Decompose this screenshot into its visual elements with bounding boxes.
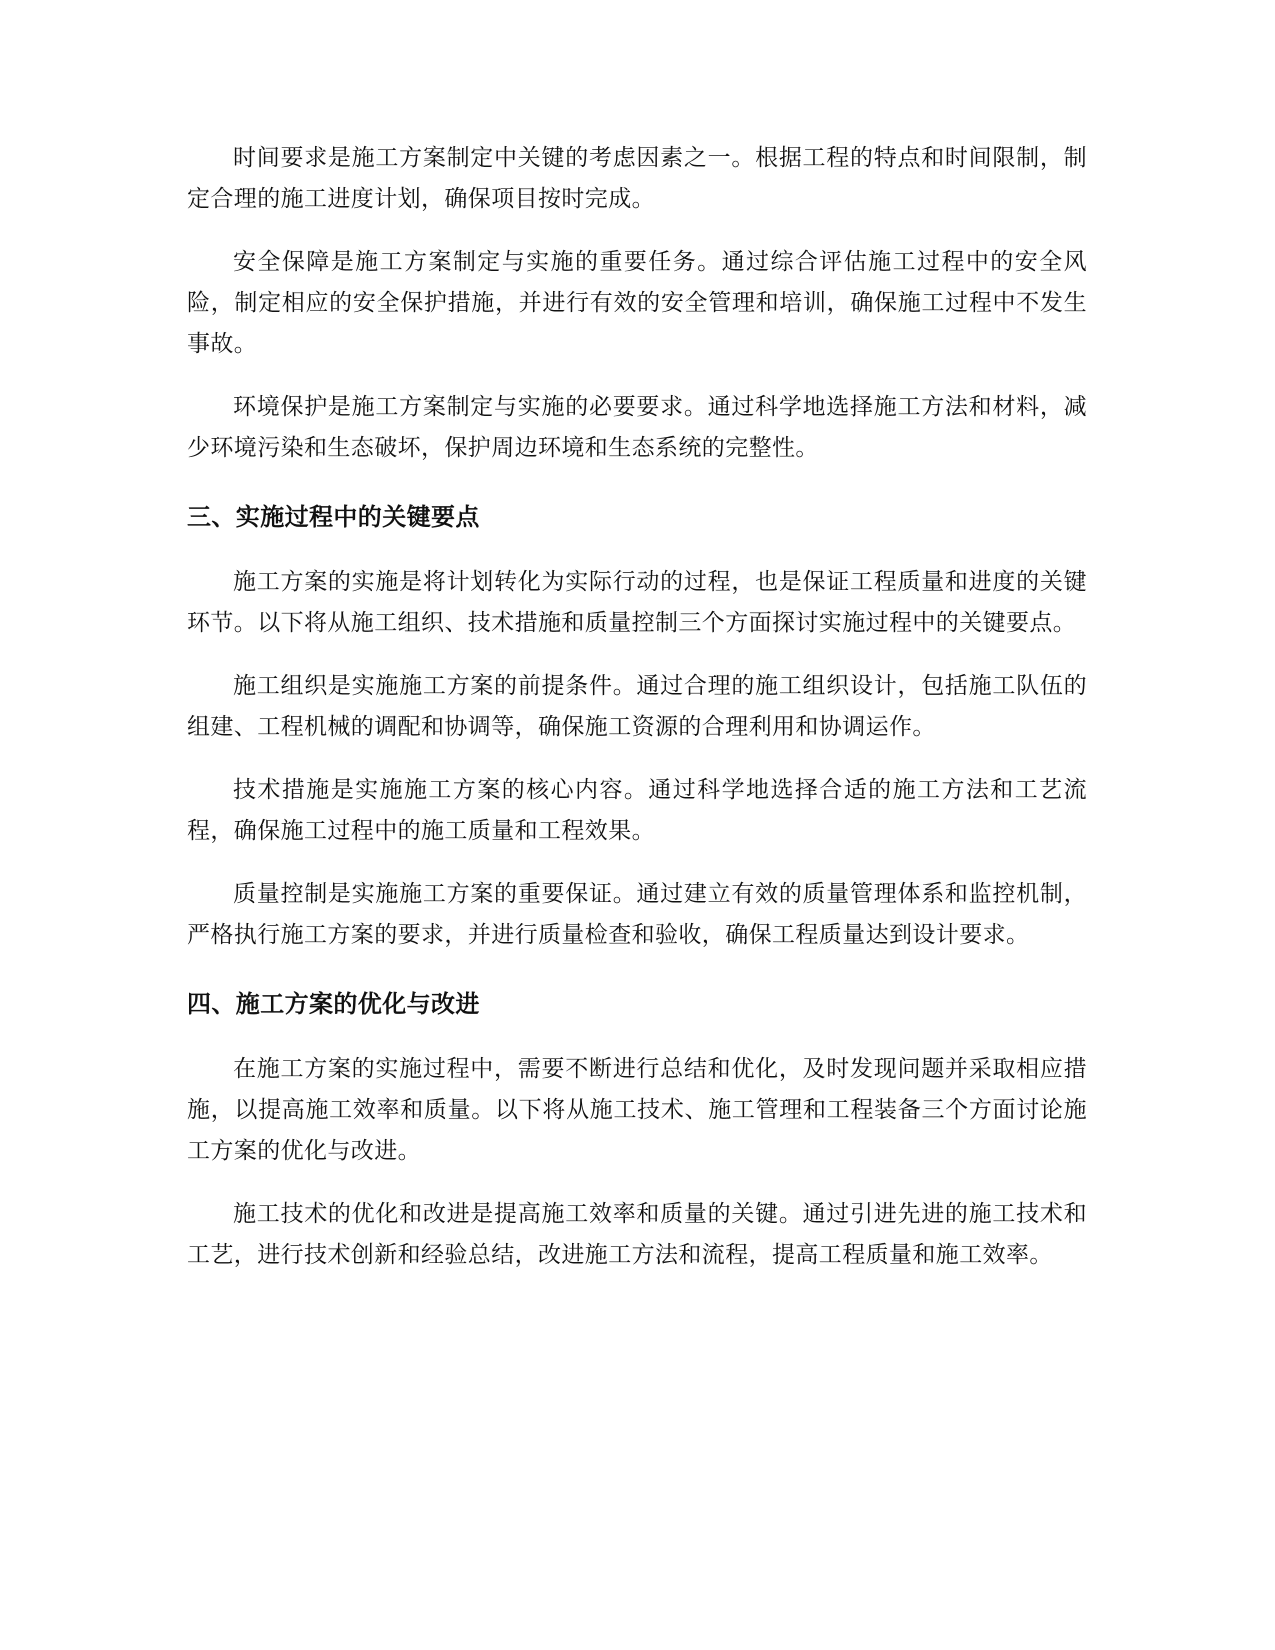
paragraph-safety: 安全保障是施工方案制定与实施的重要任务。通过综合评估施工过程中的安全风险，制定相应的安全保护措施，并进行有效的安全管理和培训，确保施工过程中不发生事故。	[187, 249, 1087, 357]
section-4-heading: 四、施工方案的优化与改进	[187, 990, 480, 1018]
paragraph-implementation-intro: 施工方案的实施是将计划转化为实际行动的过程，也是保证工程质量和进度的关键环节。以下将从施工组织、技术措施和质量控制三个方面探讨实施过程中的关键要点。	[187, 569, 1087, 636]
paragraph-environment: 环境保护是施工方案制定与实施的必要要求。通过科学地选择施工方法和材料，减少环境污染和生态破坏，保护周边环境和生态系统的完整性。	[187, 394, 1087, 461]
paragraph-technology-optimization: 施工技术的优化和改进是提高施工效率和质量的关键。通过引进先进的施工技术和工艺，进行技术创新和经验总结，改进施工方法和流程，提高工程质量和施工效率。	[187, 1201, 1087, 1268]
paragraph-time-requirement: 时间要求是施工方案制定中关键的考虑因素之一。根据工程的特点和时间限制，制定合理的施工进度计划，确保项目按时完成。	[187, 145, 1087, 212]
paragraph-optimization-intro: 在施工方案的实施过程中，需要不断进行总结和优化，及时发现问题并采取相应措施，以提高施工效率和质量。以下将从施工技术、施工管理和工程装备三个方面讨论施工方案的优化与改进。	[187, 1056, 1087, 1164]
section-3-heading: 三、实施过程中的关键要点	[187, 503, 480, 531]
paragraph-organization: 施工组织是实施施工方案的前提条件。通过合理的施工组织设计，包括施工队伍的组建、工程机械的调配和协调等，确保施工资源的合理利用和协调运作。	[187, 673, 1087, 740]
paragraph-quality-control: 质量控制是实施施工方案的重要保证。通过建立有效的质量管理体系和监控机制，严格执行施工方案的要求，并进行质量检查和验收，确保工程质量达到设计要求。	[187, 881, 1087, 948]
document-page	[187, 138, 1087, 1298]
paragraph-technical-measures: 技术措施是实施施工方案的核心内容。通过科学地选择合适的施工方法和工艺流程，确保施工过程中的施工质量和工程效果。	[187, 777, 1087, 844]
